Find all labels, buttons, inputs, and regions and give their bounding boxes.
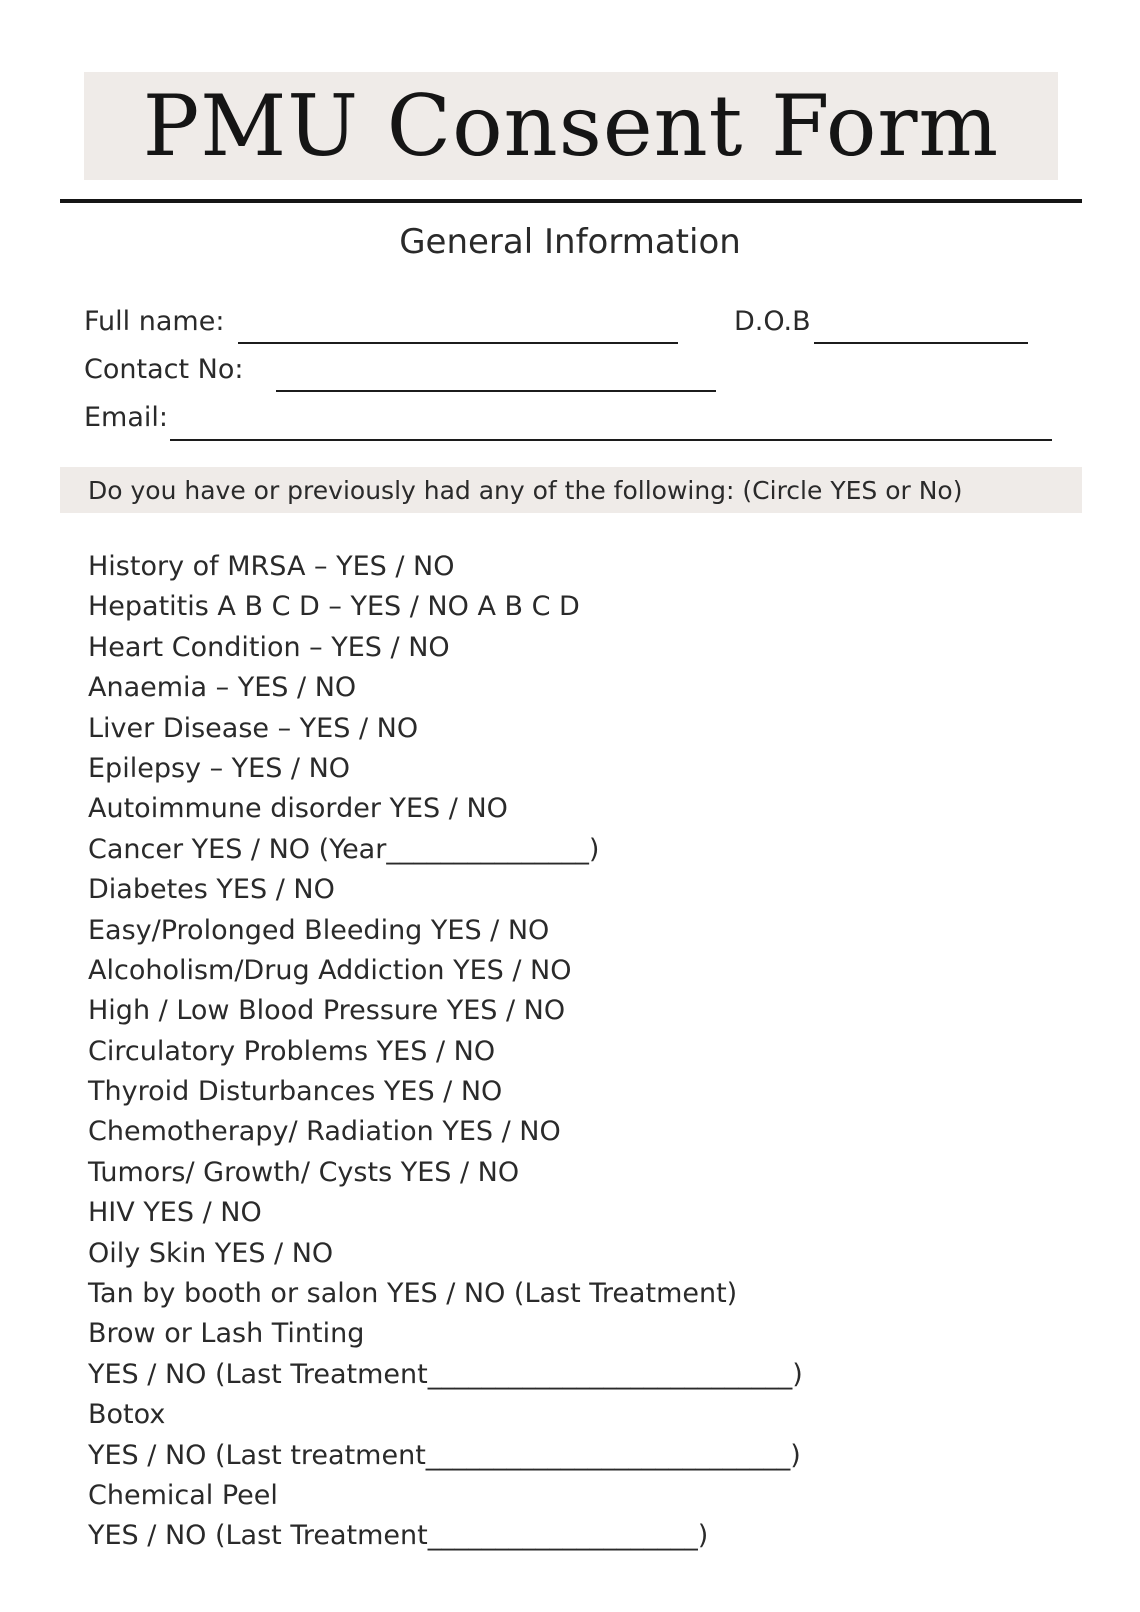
question-item[interactable]: Chemotherapy/ Radiation YES / NO bbox=[88, 1116, 561, 1148]
question-item[interactable]: HIV YES / NO bbox=[88, 1197, 262, 1229]
question-item[interactable]: Thyroid Disturbances YES / NO bbox=[88, 1076, 503, 1108]
instruction-bar bbox=[60, 467, 1082, 513]
title-divider bbox=[60, 199, 1082, 203]
question-item[interactable]: Circulatory Problems YES / NO bbox=[88, 1035, 496, 1067]
question-item[interactable]: History of MRSA – YES / NO bbox=[88, 551, 455, 582]
page-title: PMU Consent Form bbox=[142, 77, 1000, 175]
instruction-text: Do you have or previously had any of the following: (Circle YES or No) bbox=[88, 475, 963, 505]
question-item[interactable]: High / Low Blood Pressure YES / NO bbox=[88, 995, 566, 1027]
dob-label: D.O.B bbox=[734, 306, 811, 337]
email-field[interactable] bbox=[170, 439, 1052, 441]
question-item[interactable]: Tumors/ Growth/ Cysts YES / NO bbox=[88, 1156, 520, 1188]
question-item[interactable]: YES / NO (Last Treatment____________________) bbox=[88, 1520, 709, 1552]
contact-label: Contact No: bbox=[84, 354, 244, 385]
email-label: Email: bbox=[84, 402, 169, 433]
question-item[interactable]: Autoimmune disorder YES / NO bbox=[88, 793, 508, 825]
question-item[interactable]: Epilepsy – YES / NO bbox=[88, 752, 351, 784]
question-item[interactable]: Heart Condition – YES / NO bbox=[88, 631, 450, 663]
question-heading: Botox bbox=[88, 1399, 166, 1431]
question-item[interactable]: Cancer YES / NO (Year_______________) bbox=[88, 833, 600, 865]
section-title: General Information bbox=[399, 222, 741, 262]
question-heading: Chemical Peel bbox=[88, 1479, 278, 1511]
question-item[interactable]: Oily Skin YES / NO bbox=[88, 1237, 334, 1269]
question-item[interactable]: Anaemia – YES / NO bbox=[88, 672, 357, 704]
question-heading: Brow or Lash Tinting bbox=[88, 1318, 365, 1350]
question-item[interactable]: YES / NO (Last Treatment___________________________) bbox=[88, 1358, 803, 1390]
question-item[interactable]: Liver Disease – YES / NO bbox=[88, 712, 419, 744]
title-banner bbox=[84, 72, 1058, 180]
question-item[interactable]: Tan by booth or salon YES / NO (Last Treatment) bbox=[88, 1278, 738, 1310]
question-item[interactable]: Easy/Prolonged Bleeding YES / NO bbox=[88, 914, 550, 946]
dob-field[interactable] bbox=[814, 342, 1028, 344]
full-name-field[interactable] bbox=[238, 342, 678, 344]
question-item[interactable]: Alcoholism/Drug Addiction YES / NO bbox=[88, 954, 572, 986]
question-item[interactable]: Diabetes YES / NO bbox=[88, 874, 335, 906]
health-questions-list bbox=[88, 547, 803, 1557]
question-item[interactable]: YES / NO (Last treatment___________________________) bbox=[88, 1439, 801, 1471]
contact-field[interactable] bbox=[276, 390, 716, 392]
question-item[interactable]: Hepatitis A B C D – YES / NO A B C D bbox=[88, 591, 580, 623]
full-name-label: Full name: bbox=[84, 306, 225, 337]
